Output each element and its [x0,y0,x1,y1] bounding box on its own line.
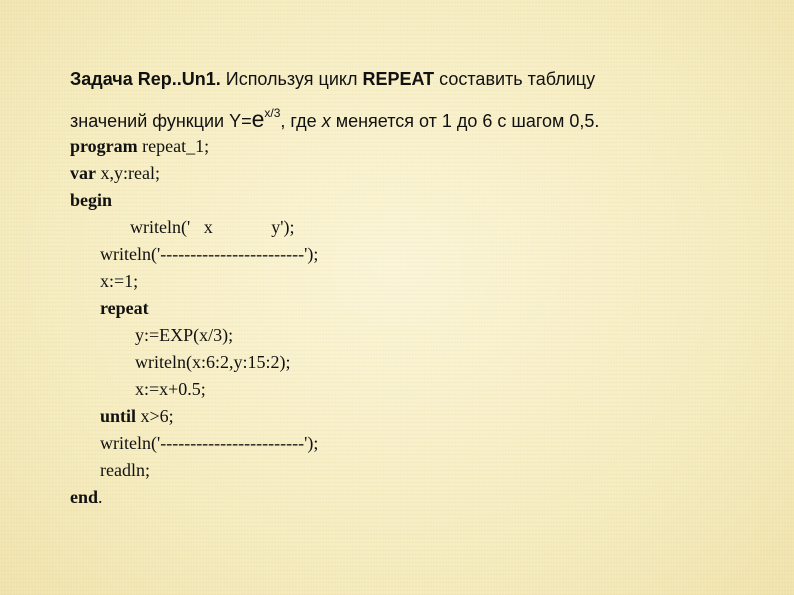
task-text-2: составить таблицу [434,69,596,89]
kw-end: end [70,487,99,507]
code-line-var [70,163,160,184]
program-name: repeat_1; [137,136,210,156]
task-keyword: REPEAT [362,69,435,89]
kw-until: until [100,406,137,426]
code-line-end [70,487,103,508]
task-line2-mid: , где [280,111,322,131]
end-dot: . [98,487,103,507]
code-line-writeln-xy: writeln(x:6:2,y:15:2); [135,352,291,372]
code-line-writeln-sep1: writeln('------------------------'); [100,244,319,264]
e-symbol: e [251,106,265,132]
task-line2-prefix: значений функции Y= [70,111,252,131]
code-line-until [100,406,174,427]
task-title: Задача Rep..Un1. [70,69,221,89]
x-variable: x [321,111,331,131]
task-text-1: Используя цикл [220,69,363,89]
code-line-writeln-header: writeln(' x y'); [130,217,295,237]
exponent: x/3 [264,106,281,120]
code-line-readln: readln; [100,460,150,480]
task-line-2 [70,106,599,133]
task-line2-suffix: меняется от 1 до 6 с шагом 0,5. [330,111,600,131]
code-line-writeln-sep2: writeln('------------------------'); [100,433,319,453]
code-line-y-exp: y:=EXP(x/3); [135,325,234,345]
var-decl: x,y:real; [96,163,160,183]
kw-begin: begin [70,190,113,210]
code-line-x-step: x:=x+0.5; [135,379,206,399]
code-line-x-init: x:=1; [100,271,139,291]
until-cond: x>6; [136,406,174,426]
kw-repeat: repeat [100,298,149,318]
code-line-program [70,136,209,157]
kw-var: var [70,163,96,183]
task-line-1 [70,69,595,90]
kw-program: program [70,136,138,156]
